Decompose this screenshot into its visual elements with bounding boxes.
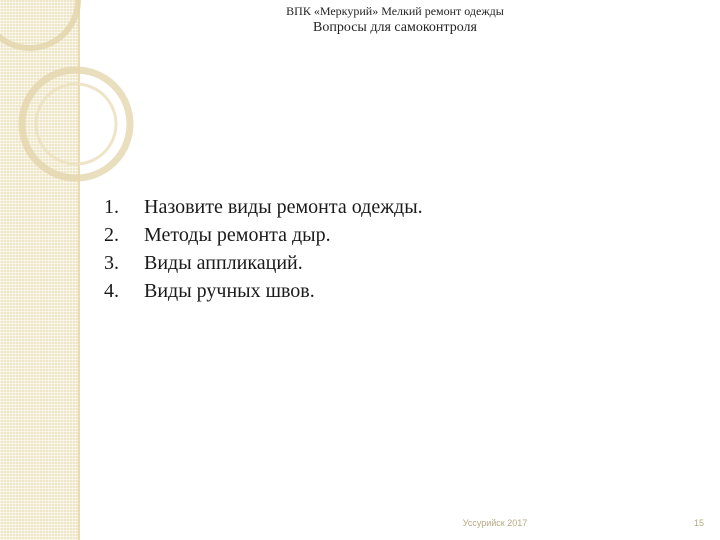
question-text: Методы ремонта дыр.	[144, 224, 331, 246]
footer-city-year: Уссурийск 2017	[462, 518, 528, 528]
question-number: 4.	[104, 280, 119, 302]
slide-title: Вопросы для самоконтроля	[313, 20, 477, 35]
question-text: Назовите виды ремонта одежды.	[144, 196, 423, 218]
list-item	[104, 277, 423, 305]
question-number: 1.	[104, 196, 119, 218]
question-number: 3.	[104, 252, 119, 274]
list-item	[104, 221, 423, 249]
question-text: Виды аппликаций.	[144, 252, 303, 274]
list-item	[104, 249, 423, 277]
organization-line: ВПК «Меркурий» Мелкий ремонт одежды	[286, 4, 504, 18]
questions-list	[104, 193, 423, 305]
question-number: 2.	[104, 224, 119, 246]
question-text: Виды ручных швов.	[144, 280, 315, 302]
list-item	[104, 193, 423, 221]
page-number: 15	[693, 518, 704, 528]
decorative-circles-icon	[0, 0, 180, 200]
